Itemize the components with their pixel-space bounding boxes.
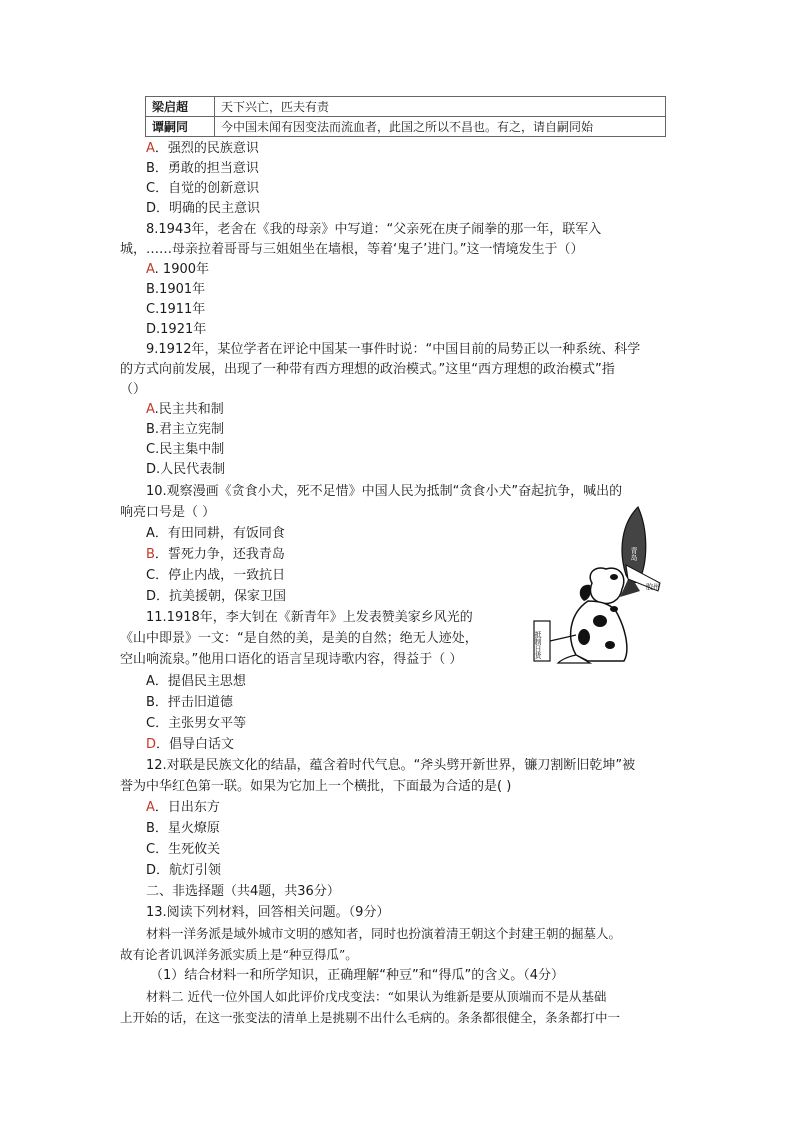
q9-stem-line1: 9.1912年，某位学者在评论中国某一事件时说：“中国目前的局势正以一种系统、科学 <box>146 342 641 357</box>
table-cell-quote: 今中国未闻有因变法而流血者，此国之所以不昌也。有之，请自嗣同始 <box>215 117 666 137</box>
table-cell-name: 谭嗣同 <box>146 117 215 137</box>
option-letter: B <box>146 161 155 176</box>
option-letter: A <box>146 526 155 541</box>
option-letter: B <box>146 695 155 710</box>
option-text: .1921年 <box>156 322 207 337</box>
option-text: ．誓死力争，还我青岛 <box>154 547 285 562</box>
option-text: ．航灯引领 <box>156 863 222 878</box>
q9-stem-line2: 的方式向前发展，出现了一种带有西方理想的政治模式。”这里“西方理想的政治模式”指 <box>120 362 615 377</box>
q12-stem-line2: 誉为中华红色第一联。如果为它加上一个横批，下面最为合适的是( ) <box>120 779 512 794</box>
option-letter: A <box>146 674 155 689</box>
option-letter: C <box>146 568 156 583</box>
q12-option-d <box>146 861 221 881</box>
q7-option-a <box>146 139 259 159</box>
q12-option-c <box>146 840 220 860</box>
q7-option-b <box>146 159 259 179</box>
option-letter: D <box>146 201 157 216</box>
option-text: ．强烈的民族意识 <box>154 141 259 156</box>
option-text: ．明确的民主意识 <box>156 201 261 216</box>
table-row <box>146 117 666 137</box>
q7-option-c <box>146 179 259 199</box>
q11-stem-line1: 11.1918年，李大钊在《新青年》上发表赞美家乡风光的 <box>146 610 473 625</box>
option-text: ．自觉的创新意识 <box>155 181 260 196</box>
option-text: .1901年 <box>154 282 206 297</box>
option-text: ．抨击旧道德 <box>154 695 233 710</box>
q11-option-d <box>146 735 234 755</box>
q11-option-c <box>146 714 246 734</box>
q9-stem-line3: （） <box>120 382 147 397</box>
section-heading: 二、非选择题（共4题，共36分） <box>146 884 340 899</box>
option-letter: B <box>146 821 155 836</box>
q12-stem-line1: 12.对联是民族文化的结晶，蕴含着时代气息。“斧头劈开新世界，镰刀割断旧乾坤”被 <box>146 758 636 773</box>
option-text: ．主张男女平等 <box>155 716 247 731</box>
option-letter: A <box>146 800 155 815</box>
option-text: .民主集中制 <box>155 442 225 457</box>
q9-option-a <box>146 400 224 420</box>
q13-material1-line2: 故有论者讥讽洋务派实质上是“种豆得瓜”。 <box>120 947 358 962</box>
option-letter: A <box>146 402 155 417</box>
dog-cartoon-image <box>530 505 690 665</box>
q12-option-a <box>146 798 220 818</box>
option-text: .1911年 <box>155 302 206 317</box>
q8-stem-line2: 城，……母亲拉着哥哥与三姐姐坐在墙根，等着‘鬼子’进门。”这一情境发生于（） <box>120 242 584 257</box>
option-letter: D <box>146 462 157 477</box>
q9-option-b <box>146 420 224 440</box>
q11-stem-line2: 《山中即景》一文：“是自然的美，是美的自然；绝无人迹处， <box>120 631 478 646</box>
option-letter: B <box>146 547 155 562</box>
q13-material2-line2: 上开始的话，在这一张变法的清单上是挑剔不出什么毛病的。条条都很健全，条条都打中一 <box>120 1010 621 1025</box>
q13-intro: 13.阅读下列材料，回答相关问题。（9分） <box>146 905 390 920</box>
option-text: ．提倡民主思想 <box>154 674 246 689</box>
table-cell-name: 梁启超 <box>146 97 215 117</box>
option-text: .人民代表制 <box>156 462 226 477</box>
q12-option-b <box>146 819 220 839</box>
option-letter: C <box>146 716 156 731</box>
option-text: ．生死攸关 <box>155 842 221 857</box>
option-text: ．抗美援朝，保家卫国 <box>156 589 287 604</box>
option-letter: D <box>146 737 157 752</box>
q13-material1-line1: 材料一洋务派是域外城市文明的感知者，同时也扮演着清王朝这个封建王朝的掘墓人。 <box>146 926 622 941</box>
option-text: .君主立宪制 <box>154 422 225 437</box>
q8-option-b <box>146 280 205 300</box>
table-cell-quote: 天下兴亡，匹夫有责 <box>215 97 666 117</box>
q8-option-d <box>146 320 206 340</box>
option-text: .民主共和制 <box>154 402 224 417</box>
option-letter: C <box>146 442 156 457</box>
option-letter: C <box>146 842 156 857</box>
q10-option-c <box>146 566 285 586</box>
q7-option-d <box>146 199 260 219</box>
option-letter: A <box>146 141 155 156</box>
quote-table <box>145 96 666 137</box>
q10-option-d <box>146 587 286 607</box>
option-text: ．倡导白话文 <box>156 737 235 752</box>
q9-option-d <box>146 460 225 480</box>
option-text: . 1900年 <box>154 262 210 277</box>
q8-option-c <box>146 300 205 320</box>
option-text: ．星火燎原 <box>154 821 220 836</box>
q10-option-a <box>146 524 285 544</box>
option-letter: C <box>146 302 156 317</box>
table-row <box>146 97 666 117</box>
option-letter: C <box>146 181 156 196</box>
sign-label: 抵制日货 <box>534 631 542 659</box>
option-text: ．有田同耕，有饭同食 <box>154 526 285 541</box>
fish-label: 青岛 <box>630 547 638 561</box>
q10-stem-line2: 响亮口号是（ ） <box>120 505 216 520</box>
q11-stem-line3: 空山响流泉。”他用口语化的语言呈现诗歌内容，得益于（ ） <box>120 652 463 667</box>
q13-subquestion-1: （1）结合材料一和所学知识，正确理解“种豆”和“得瓜”的含义。（4分） <box>150 968 564 983</box>
option-letter: D <box>146 322 157 337</box>
option-text: ．停止内战，一致抗日 <box>155 568 286 583</box>
q8-stem-line1: 8.1943年，老舍在《我的母亲》中写道：“父亲死在庚子闹拳的那一年，联军入 <box>146 222 602 237</box>
q11-option-a <box>146 672 246 692</box>
q13-material2-line1: 材料二 近代一位外国人如此评价戊戌变法：“如果认为维新是要从顶端而不是从基础 <box>146 989 607 1004</box>
option-letter: B <box>146 282 155 297</box>
q8-option-a <box>146 260 209 280</box>
tail-label: 胶州 <box>646 583 660 591</box>
option-text: ．勇敢的担当意识 <box>154 161 259 176</box>
q9-option-c <box>146 440 224 460</box>
q10-option-b <box>146 545 285 565</box>
option-letter: B <box>146 422 155 437</box>
q11-option-b <box>146 693 233 713</box>
option-letter: A <box>146 262 155 277</box>
option-text: ．日出东方 <box>154 800 220 815</box>
option-letter: D <box>146 589 157 604</box>
q10-stem-line1: 10.观察漫画《贪食小犬，死不足惜》中国人民为抵制“贪食小犬”奋起抗争，喊出的 <box>146 484 623 499</box>
option-letter: D <box>146 863 157 878</box>
